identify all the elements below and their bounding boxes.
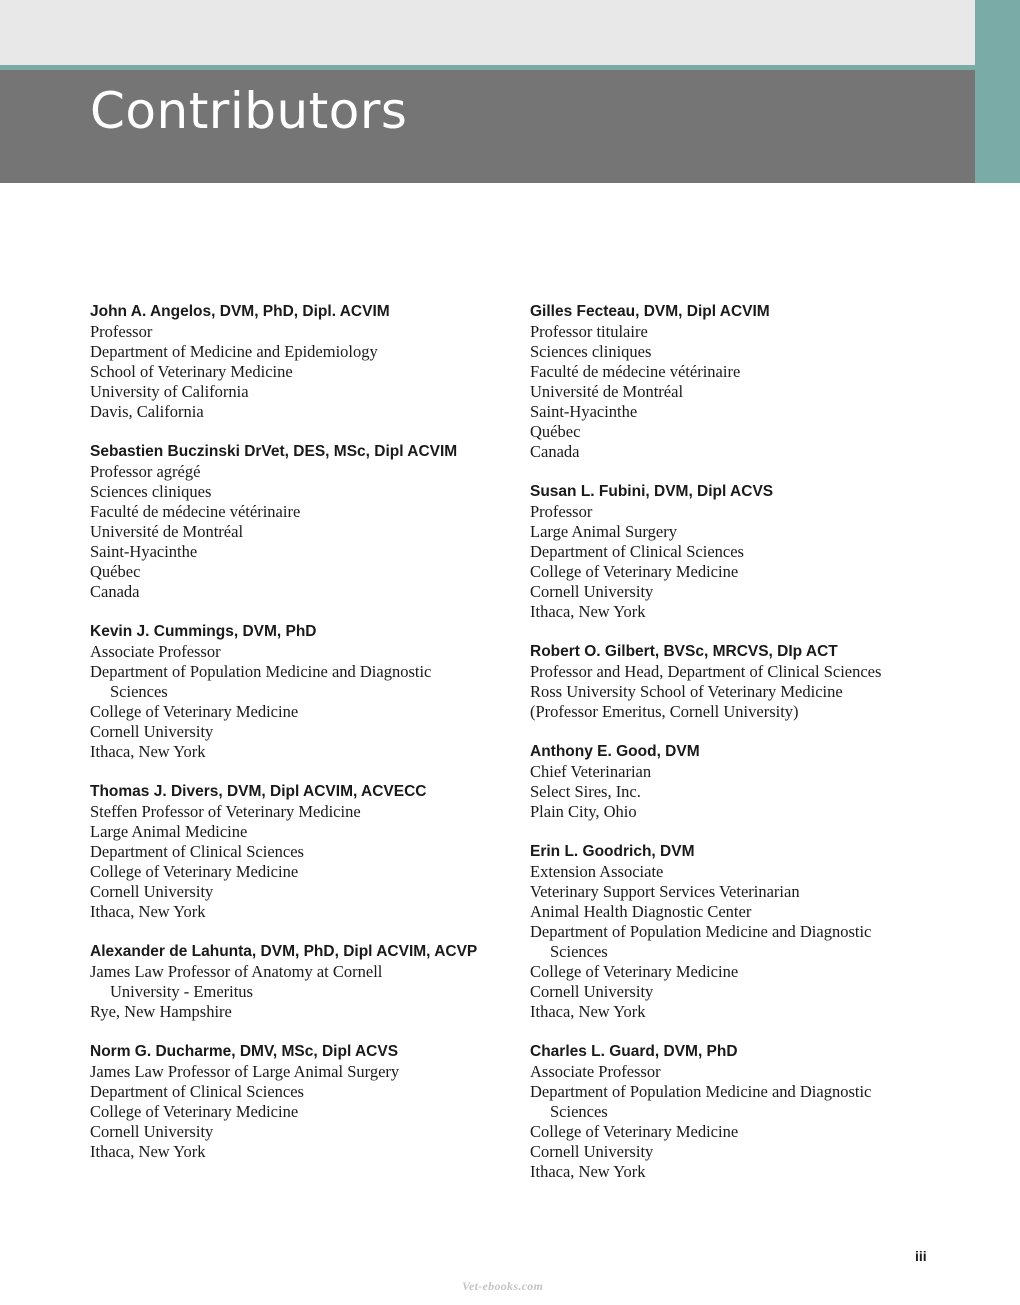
contributor-affiliation-line: Sciences cliniques <box>530 342 652 361</box>
contributor-entry <box>530 742 960 822</box>
contributor-name: Charles L. Guard, DVM, PhD <box>530 1043 738 1060</box>
contributor-affiliation-line: Department of Population Medicine and Diagnostic <box>530 922 872 941</box>
contributor-affiliation-line: Animal Health Diagnostic Center <box>530 902 752 921</box>
contributor-affiliation-line: Ross University School of Veterinary Medicine <box>530 682 843 701</box>
contributor-affiliation-line: Professor titulaire <box>530 322 648 341</box>
page-number: iii <box>915 1248 927 1264</box>
contributor-name: Susan L. Fubini, DVM, Dipl ACVS <box>530 483 774 500</box>
header-side-tab <box>975 0 1020 183</box>
contributor-name: Sebastien Buczinski DrVet, DES, MSc, Dipl ACVIM <box>90 443 458 460</box>
contributor-entry <box>530 302 960 462</box>
contributor-affiliation-line: Sciences <box>550 942 608 961</box>
contributor-entry <box>530 642 960 722</box>
contributor-entry <box>530 842 960 1022</box>
contributor-affiliation-line: Department of Medicine and Epidemiology <box>90 342 378 361</box>
contributor-affiliation-line: Sciences cliniques <box>90 482 212 501</box>
contributor-affiliation-line: Department of Clinical Sciences <box>90 1082 304 1101</box>
contributor-affiliation-line: Department of Population Medicine and Diagnostic <box>90 662 432 681</box>
contributor-affiliation-line: College of Veterinary Medicine <box>90 862 299 881</box>
contributor-entry <box>90 442 510 602</box>
contributor-affiliation-line: Sciences <box>110 682 168 701</box>
contributor-entry <box>530 1042 960 1182</box>
contributor-affiliation-line: Ithaca, New York <box>90 902 206 921</box>
contributor-name: Alexander de Lahunta, DVM, PhD, Dipl ACVIM, ACVP <box>90 943 478 960</box>
contributor-name: John A. Angelos, DVM, PhD, Dipl. ACVIM <box>90 303 390 320</box>
contributor-affiliation-line: University of California <box>90 382 249 401</box>
contributor-name: Gilles Fecteau, DVM, Dipl ACVIM <box>530 303 770 320</box>
contributor-affiliation-line: School of Veterinary Medicine <box>90 362 293 381</box>
contributor-affiliation-line: Department of Population Medicine and Diagnostic <box>530 1082 872 1101</box>
contributor-entry <box>90 622 510 762</box>
contributor-affiliation-line: Steffen Professor of Veterinary Medicine <box>90 802 361 821</box>
contributor-affiliation-line: Large Animal Surgery <box>530 522 677 541</box>
contributor-affiliation-line: Veterinary Support Services Veterinarian <box>530 882 800 901</box>
contributor-affiliation-line: Department of Clinical Sciences <box>530 542 744 561</box>
contributor-affiliation-line: University - Emeritus <box>110 982 253 1001</box>
contributor-affiliation-line: Faculté de médecine vétérinaire <box>530 362 741 381</box>
contributor-affiliation-line: Saint-Hyacinthe <box>90 542 198 561</box>
contributor-affiliation-line: Cornell University <box>530 582 654 601</box>
contributor-affiliation-line: Extension Associate <box>530 862 664 881</box>
contributor-affiliation-line: Sciences <box>550 1102 608 1121</box>
contributor-affiliation-line: James Law Professor of Large Animal Surgery <box>90 1062 400 1081</box>
contributor-name: Erin L. Goodrich, DVM <box>530 843 695 860</box>
contributor-entry <box>90 782 510 922</box>
contributor-affiliation-line: College of Veterinary Medicine <box>530 1122 739 1141</box>
contributor-affiliation-line: Cornell University <box>90 1122 214 1141</box>
header-top-band <box>0 0 975 65</box>
contributor-affiliation-line: Cornell University <box>530 1142 654 1161</box>
contributor-affiliation-line: Chief Veterinarian <box>530 762 652 781</box>
contributors-column-right <box>530 302 960 1202</box>
contributor-affiliation-line: Ithaca, New York <box>530 602 646 621</box>
contributor-affiliation-line: Professor agrégé <box>90 462 201 481</box>
contributor-affiliation-line: College of Veterinary Medicine <box>530 962 739 981</box>
contributor-affiliation-line: (Professor Emeritus, Cornell University) <box>530 702 799 721</box>
contributor-affiliation-line: Saint-Hyacinthe <box>530 402 638 421</box>
contributor-affiliation-line: Select Sires, Inc. <box>530 782 641 801</box>
watermark: Vet-ebooks.com <box>462 1279 544 1293</box>
contributor-affiliation-line: Associate Professor <box>90 642 221 661</box>
contributor-affiliation-line: Ithaca, New York <box>530 1162 646 1181</box>
contributor-affiliation-line: Cornell University <box>90 722 214 741</box>
contributor-affiliation-line: Québec <box>530 422 581 441</box>
contributor-affiliation-line: Cornell University <box>530 982 654 1001</box>
contributor-name: Kevin J. Cummings, DVM, PhD <box>90 623 317 640</box>
contributor-entry <box>530 482 960 622</box>
contributor-affiliation-line: Université de Montréal <box>90 522 244 541</box>
contributor-entry <box>90 302 510 422</box>
contributor-name: Anthony E. Good, DVM <box>530 743 700 760</box>
contributor-affiliation-line: Professor and Head, Department of Clinical Sciences <box>530 662 882 681</box>
contributor-affiliation-line: Ithaca, New York <box>530 1002 646 1021</box>
contributor-affiliation-line: College of Veterinary Medicine <box>90 702 299 721</box>
contributor-affiliation-line: College of Veterinary Medicine <box>530 562 739 581</box>
contributor-affiliation-line: James Law Professor of Anatomy at Cornell <box>90 962 383 981</box>
contributor-affiliation-line: Cornell University <box>90 882 214 901</box>
contributor-affiliation-line: Associate Professor <box>530 1062 661 1081</box>
contributors-column-left <box>90 302 510 1182</box>
contributor-affiliation-line: Faculté de médecine vétérinaire <box>90 502 301 521</box>
contributor-affiliation-line: Québec <box>90 562 141 581</box>
contributor-affiliation-line: Ithaca, New York <box>90 742 206 761</box>
page-title: Contributors <box>90 82 408 140</box>
contributor-name: Robert O. Gilbert, BVSc, MRCVS, DIp ACT <box>530 643 838 660</box>
contributor-affiliation-line: Large Animal Medicine <box>90 822 248 841</box>
contributor-name: Norm G. Ducharme, DMV, MSc, Dipl ACVS <box>90 1043 399 1060</box>
contributor-affiliation-line: Professor <box>530 502 593 521</box>
contributor-name: Thomas J. Divers, DVM, Dipl ACVIM, ACVECC <box>90 783 427 800</box>
contributor-affiliation-line: Davis, California <box>90 402 204 421</box>
contributor-affiliation-line: College of Veterinary Medicine <box>90 1102 299 1121</box>
contributor-affiliation-line: Department of Clinical Sciences <box>90 842 304 861</box>
contributor-affiliation-line: Professor <box>90 322 153 341</box>
contributor-affiliation-line: Ithaca, New York <box>90 1142 206 1161</box>
contributor-entry <box>90 1042 510 1162</box>
contributor-affiliation-line: Canada <box>530 442 580 461</box>
contributor-affiliation-line: Université de Montréal <box>530 382 684 401</box>
contributor-affiliation-line: Plain City, Ohio <box>530 802 637 821</box>
contributor-entry <box>90 942 510 1022</box>
contributor-affiliation-line: Rye, New Hampshire <box>90 1002 232 1021</box>
contributor-affiliation-line: Canada <box>90 582 140 601</box>
